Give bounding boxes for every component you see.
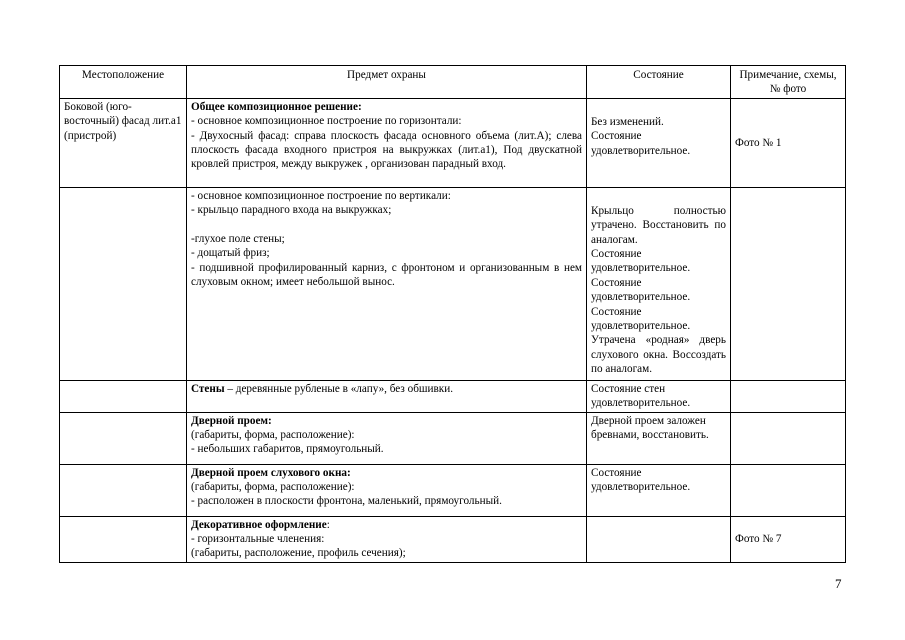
- header-state: Состояние: [587, 66, 731, 99]
- row2-subject-line: -глухое поле стены;: [191, 233, 285, 246]
- row4-subject-line: (габариты, форма, расположение):: [191, 429, 355, 442]
- row6-state: [587, 516, 731, 562]
- row6-note: Фото № 7: [731, 516, 846, 562]
- header-note: Примечание, схемы, № фото: [731, 66, 846, 99]
- row1-subject-title: Общее композиционное решение:: [191, 100, 362, 113]
- table-row: [60, 380, 846, 412]
- row2-state-line: Крыльцо полностью утрачено. Восстановить по аналогам.: [591, 204, 726, 246]
- row5-subject: [187, 464, 587, 516]
- row1-state: [587, 98, 731, 187]
- row2-subject-line: - основное композиционное построение по вертикали:: [191, 189, 451, 202]
- row1-subject: [187, 98, 587, 187]
- row4-subject-line: - небольших габаритов, прямоугольный.: [191, 443, 384, 456]
- row6-subject-line: - горизонтальные членения:: [191, 533, 325, 546]
- row6-location: [60, 516, 187, 562]
- row5-note: [731, 464, 846, 516]
- row2-state-line: Состояние удовлетворительное.: [591, 276, 691, 304]
- row2-state-line: Состояние удовлетворительное.: [591, 248, 691, 275]
- row2-subject-line: - подшивной профилированный карниз, с фронтоном и организованным в нем слуховым окном; имеет небольшой вынос.: [191, 261, 582, 289]
- row6-subject: [187, 516, 587, 562]
- row6-subject-title-suffix: :: [326, 518, 330, 531]
- row2-state: [587, 187, 731, 380]
- table-row: [60, 516, 846, 562]
- table-header-row: [60, 66, 846, 99]
- row2-location: [60, 187, 187, 380]
- row5-subject-title: Дверной проем слухового окна:: [191, 466, 351, 479]
- row3-note: [731, 380, 846, 412]
- row1-state-line: Без изменений.: [591, 115, 664, 128]
- page-number: 7: [835, 576, 842, 591]
- row2-subject-line: - дощатый фриз;: [191, 247, 270, 260]
- row3-subject: [187, 380, 587, 412]
- row2-subject-line: [191, 218, 582, 232]
- row5-subject-line: - расположен в плоскости фронтона, маленький, прямоугольный.: [191, 495, 502, 508]
- protection-table: [59, 65, 846, 563]
- table-row: [60, 464, 846, 516]
- row1-note: Фото № 1: [731, 98, 846, 187]
- row4-state-line: Дверной проем заложен бревнами, восстановить.: [591, 414, 709, 442]
- row2-subject-line: - крыльцо парадного входа на выкружках;: [191, 204, 392, 217]
- row2-state-line: Состояние удовлетворительное.: [591, 305, 691, 333]
- row2-note: [731, 187, 846, 380]
- row5-location: [60, 464, 187, 516]
- row1-subject-line: - Двухосный фасад: справа плоскость фасада основного объема (лит.А); слева плоскость фасада входного пристроя на выкружках (лит.а1), Под двускатной кровлей пристроя, между выкружек , организован парадный вход.: [191, 129, 582, 171]
- row5-subject-line: (габариты, форма, расположение):: [191, 481, 355, 494]
- header-location: Местоположение: [60, 66, 187, 99]
- row3-location: [60, 380, 187, 412]
- row4-state: [587, 412, 731, 464]
- row6-subject-line: (габариты, расположение, профиль сечения);: [191, 547, 406, 560]
- table-row: [60, 412, 846, 464]
- row1-location: Боковой (юго-восточный) фасад лит.а1 (пристрой): [60, 98, 187, 187]
- row1-state-line: Состояние удовлетворительное.: [591, 130, 691, 157]
- row3-state-line: Состояние стен удовлетворительное.: [591, 382, 691, 410]
- row1-subject-line: - основное композиционное построение по горизонтали:: [191, 115, 462, 128]
- row2-subject: [187, 187, 587, 380]
- table-row: [60, 98, 846, 187]
- row4-subject: [187, 412, 587, 464]
- row3-state: [587, 380, 731, 412]
- row3-subject-title: Стены: [191, 382, 225, 395]
- row4-note: [731, 412, 846, 464]
- row3-subject-rest: – деревянные рубленые в «лапу», без обшивки.: [224, 382, 454, 395]
- table-row: [60, 187, 846, 380]
- row5-state-line: Состояние удовлетворительное.: [591, 466, 691, 494]
- row4-subject-title: Дверной проем:: [191, 414, 272, 427]
- row6-subject-title: Декоративное оформление: [191, 518, 327, 531]
- row4-location: [60, 412, 187, 464]
- header-subject: Предмет охраны: [187, 66, 587, 99]
- row2-state-line: Утрачена «родная» дверь слухового окна. Воссоздать по аналогам.: [591, 334, 726, 376]
- row5-state: [587, 464, 731, 516]
